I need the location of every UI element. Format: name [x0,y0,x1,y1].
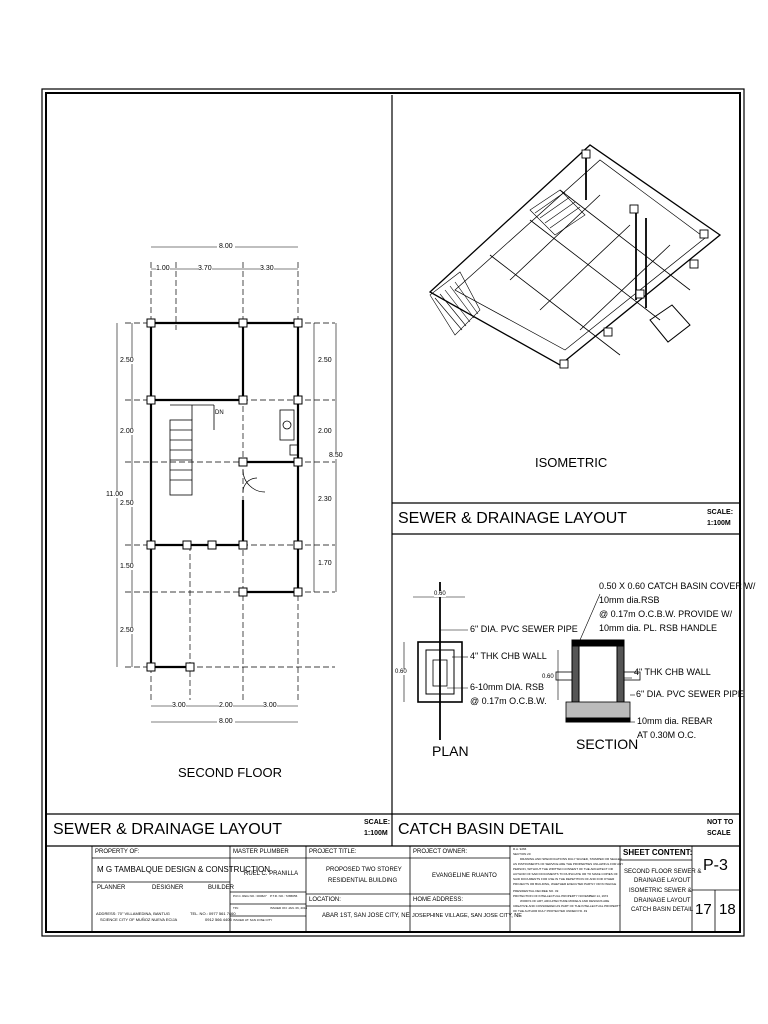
role-designer: DESIGNER [152,885,184,891]
dim-left-e: 2.50 [120,627,134,634]
cb-dim-left: 0.60 [395,669,407,675]
scale-value-right: 1:100M [707,520,731,527]
home-address-label: HOME ADDRESS: [413,897,464,903]
legal-7: SAID DOCUMENTS FOR USE IN THE REPETITION OF AND FOR OTHER [513,877,615,881]
dim-right-d: 1.70 [318,560,332,567]
scale-label-right: SCALE: [707,509,734,516]
dim-bottom-b: 2.00 [219,702,233,709]
sheet-content-line-3: ISOMETRIC SEWER & [629,888,692,894]
sheet-number: P-3 [703,857,728,874]
floor-plan-title: SECOND FLOOR [178,765,283,780]
mp-tin: TIN: [233,906,239,910]
isometric-label: ISOMETRIC [535,455,608,470]
legal-5: PERSON, WITHOUT THE WRITTEN CONSENT OF THE ARCHITECT OR [513,867,613,871]
legal-3: DRAWING AND SPECIFICATIONS DULY SIGNED, STAMPED OR SEALED [520,857,622,861]
sheet-content-line-4: DRAINAGE LAYOUT [634,898,691,904]
dim-bottom-a: 3.00 [172,702,186,709]
strip-right-scale-1: NOT TO [707,819,734,826]
property-of-label: PROPERTY OF: [95,849,140,855]
sewer-layout-title-right: SEWER & DRAINAGE LAYOUT [398,510,628,527]
address-line-2: SCIENCE CITY OF MUÑOZ NUEVA ECIJA [100,917,178,922]
dim-left-d: 1.50 [120,563,134,570]
project-title-line-1: PROPOSED TWO STOREY [326,867,402,873]
isometric-view [430,145,720,368]
dim-right-c: 2.30 [318,496,332,503]
location-value: ABAR 1ST, SAN JOSE CITY, NE [322,913,410,919]
cb-sec-pipe-note: 6" DIA. PVC SEWER PIPE [636,689,744,699]
strip-right-scale-2: SCALE [707,830,731,837]
dim-top-b: 3.70 [198,265,212,272]
sheet-content-line-2: DRAINAGE LAYOUT [634,878,691,884]
role-builder: BUILDER [208,885,235,891]
legal-12: CREATIVE AND CONSIDERED AS PART OF THE INTELLECTUAL PROPERTY [513,904,621,908]
dim-right-b: 2.00 [318,428,332,435]
cb-sec-wall-note: 4" THK CHB WALL [634,667,711,677]
cb-dim-section: 0.60 [542,674,554,680]
cb-plan-pipe-note: 6" DIA. PVC SEWER PIPE [470,624,578,634]
legal-1: R.A. 9266 [513,847,527,851]
mp-prc: P.R.C. REG NO.: 000627 [233,894,267,898]
outer-border [42,89,744,936]
dim-bottom-c: 3.00 [263,702,277,709]
tel-line-1: TEL. NO.: 0977 561 7460 [190,911,236,916]
cb-plan-label: PLAN [432,743,469,759]
legal-10: PROTECTION OF INTELLECTUAL PROPERTY NOVEMBER 14, 1972 [513,894,609,898]
cb-cover-note-3: @ 0.17m O.C.B.W. PROVIDE W/ [599,609,733,619]
dim-left-a: 2.50 [120,357,134,364]
mp-ptr: P.T.R. NO.: 7286656 [270,894,298,898]
cb-cover-note-4: 10mm dia. PL. RSB HANDLE [599,623,718,633]
mp-issued-on: ISSUED ON: JAN. 06, 2016 [270,906,308,910]
mp-issued-at: ISSUED AT: SAN JOSE CITY [233,918,273,922]
legal-11: WORKS OF ART, ARCHITECTURE MODELS AND DESIGNS ARE [520,899,610,903]
home-address-value: JOSEPHINE VILLAGE, SAN JOSE CITY, NE [412,913,522,919]
cb-section-label: SECTION [576,736,639,752]
legal-8: PROJECTS OR BUILDING, WHETHER EXECUTED PARTLY OR IN WHOLE [513,882,617,886]
dim-top-overall: 8.00 [219,243,233,250]
sheet-content-line-5: CATCH BASIN DETAIL [631,907,694,913]
cb-plan-rsb-note-1: 6-10mm DIA. RSB [470,682,545,692]
sheet-content-line-1: SECOND FLOOR SEWER & [624,869,702,875]
address-line-1: ADDRESS: 70" VILLAMEDINA, BANTUG [96,911,170,916]
strip-mid-title: CATCH BASIN DETAIL [398,821,564,838]
legal-6: AUTHOR OF SAID DOCUMENTS TO DUPLICATE OR TO MAKE COPIES OF [513,872,618,876]
dim-left-overall: 11.00 [106,491,123,498]
cb-dim-top: 0.60 [434,591,446,597]
project-owner-name: EVANGELINE RUANTO [432,873,497,879]
cb-sec-rebar-note-2: AT 0.30M O.C. [637,730,697,740]
dim-right-overall: 8.50 [329,452,343,459]
cb-cover-note-2: 10mm dia.RSB [599,595,660,605]
dim-left-c: 2.50 [120,500,134,507]
floor-plan [117,247,336,722]
dim-top-c: 3.30 [260,265,274,272]
master-plumber-name: RUEL C. PRANILLA [244,871,299,877]
master-plumber-label: MASTER PLUMBER [233,849,289,855]
project-owner-label: PROJECT OWNER: [413,849,468,855]
cb-sec-rebar-note-1: 10mm dia. REBAR [637,716,713,726]
legal-4: AS INSTRUMENTS OF SERVICE ARE THE PROPERTIES UNLAWFUL FOR ANY [513,862,624,866]
sheet-content-label: SHEET CONTENT: [623,848,693,857]
cb-plan-wall-note: 4" THK CHB WALL [470,651,547,661]
strip-left-title: SEWER & DRAINAGE LAYOUT [53,821,283,838]
cb-cover-note-1: 0.50 X 0.60 CATCH BASIN COVER W/ [599,581,756,591]
strip-left-scale-label: SCALE: [364,819,391,826]
company-name: M G TAMBALQUE DESIGN & CONSTRUCTION [97,865,271,874]
dim-right-a: 2.50 [318,357,332,364]
strip-left-scale-value: 1:100M [364,830,388,837]
cb-plan-rsb-note-2: @ 0.17m O.C.B.W. [470,696,547,706]
dim-top-a: 1.00 [156,265,170,272]
page-total: 18 [719,901,736,918]
legal-13: OF THE AUTHOR DULY PROTECTED UNDER P.D. 49 [513,909,588,913]
dim-left-b: 2.00 [120,428,134,435]
location-label: LOCATION: [309,897,341,903]
tel-line-2: 0912 566 4406 [205,917,232,922]
page-number: 17 [695,901,712,918]
catch-basin-plan [404,582,468,740]
stair-label: DN [215,410,224,416]
dim-bottom-overall: 8.00 [219,718,233,725]
role-planner: PLANNER [97,885,126,891]
legal-9: PRESIDENTIAL DECREE NO. 49 [513,889,559,893]
legal-2: SECTION 20 [513,852,531,856]
project-title-line-2: RESIDENTIAL BUILDING [328,878,398,884]
project-title-label: PROJECT TITLE: [309,849,357,855]
